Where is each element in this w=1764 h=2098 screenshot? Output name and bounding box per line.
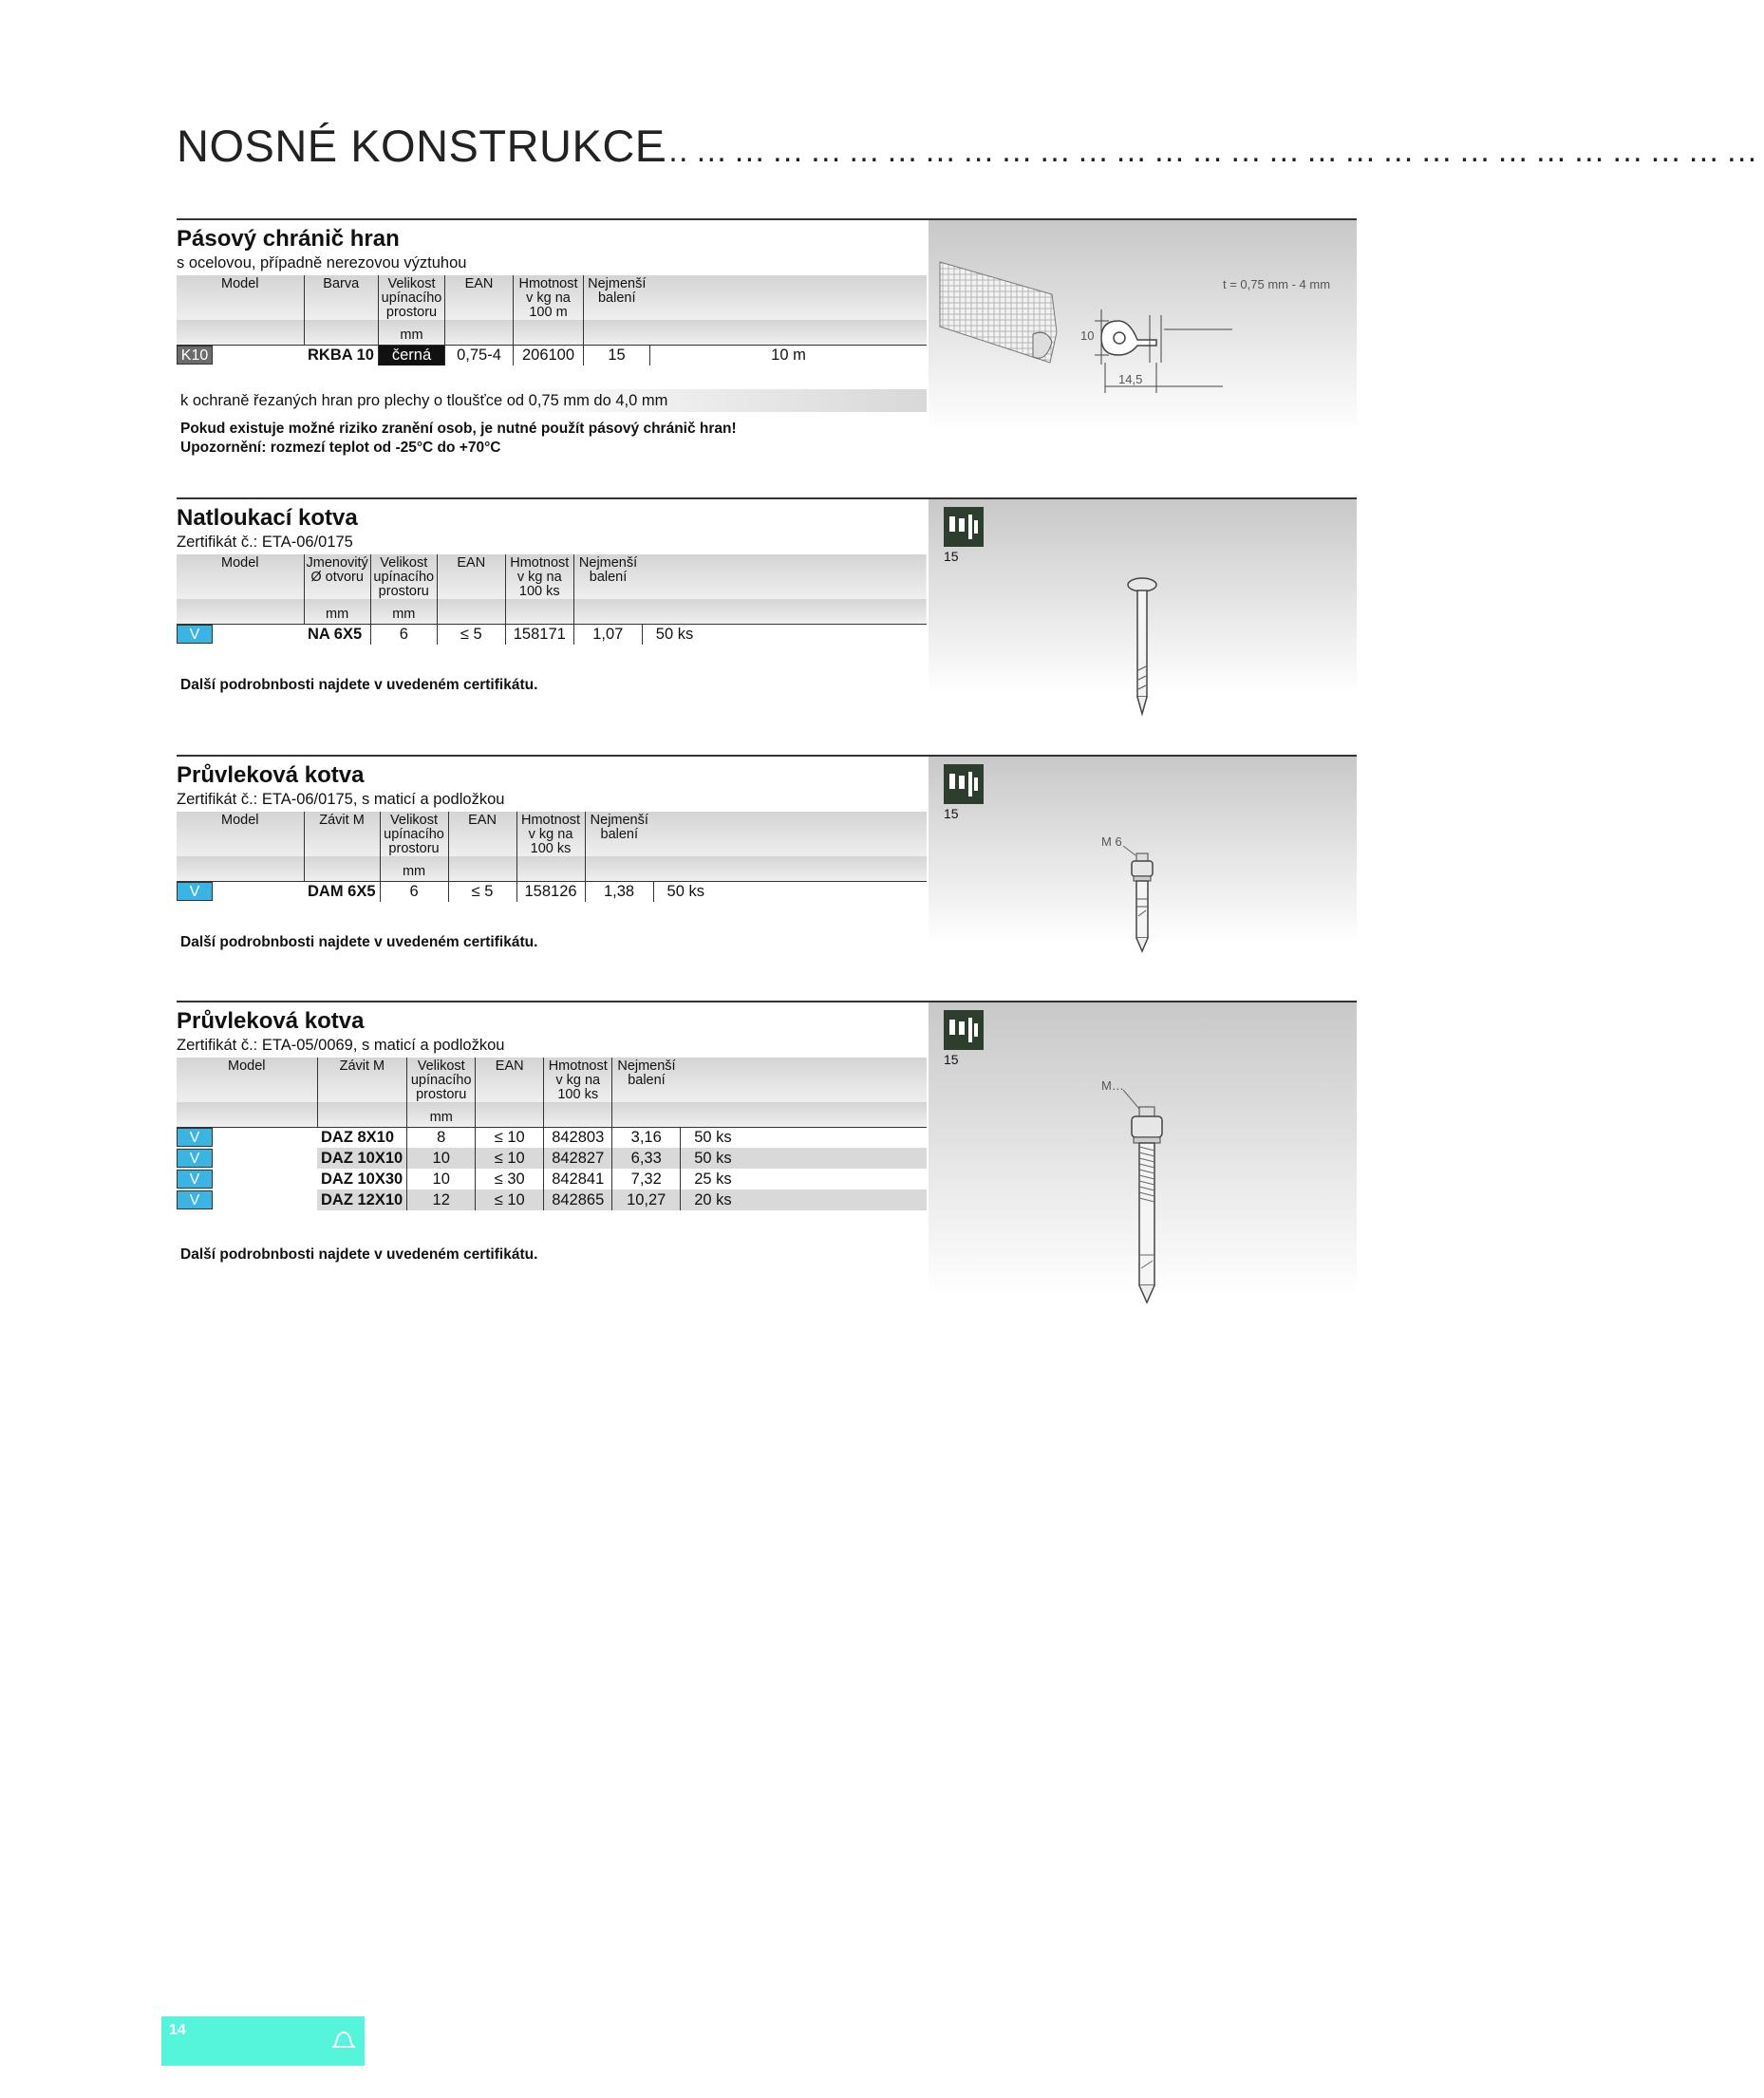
unit-size: mm (407, 1102, 476, 1127)
product-table (177, 275, 927, 365)
header-ean: EAN (476, 1058, 544, 1102)
ean-value: 842841 (544, 1169, 612, 1189)
ean-value: 206100 (514, 345, 584, 365)
product-code: V (177, 1190, 213, 1209)
section-title: Pásový chránič hran (177, 226, 400, 252)
section-subtitle: Zertifikát č.: ETA-06/0175, s maticí a podložkou (177, 791, 505, 808)
warning-temperature: Upozornění: rozmezí teplot od -25°C do +70°C (180, 440, 501, 456)
bell-icon (330, 2030, 357, 2051)
header-pack: Nejmenší balení (584, 275, 650, 320)
pack-value: 50 ks (681, 1148, 927, 1169)
page-title: NOSNÉ KONSTRUKCE (177, 121, 666, 171)
header-weight: Hmotnost v kg na 100 ks (505, 554, 573, 599)
section-edge-protector (177, 218, 1357, 467)
product-table (177, 554, 927, 645)
dim-thickness-label: t = 0,75 mm - 4 mm (1223, 277, 1331, 291)
thread-value: 8 (407, 1127, 476, 1148)
certificate-number: 15 (944, 806, 959, 821)
table-row (177, 881, 927, 902)
table-row (177, 345, 927, 365)
ean-value: 158171 (505, 624, 573, 645)
pack-value: 10 m (650, 345, 928, 365)
unit-diameter: mm (304, 599, 370, 624)
header-weight: Hmotnost v kg na 100 ks (516, 812, 585, 856)
model-name: DAZ 12X10 (317, 1189, 407, 1210)
header-ean: EAN (445, 275, 514, 320)
table-row (177, 624, 927, 645)
section-title: Natloukací kotva (177, 505, 358, 531)
header-color: Barva (304, 275, 379, 320)
header-model: Model (221, 555, 259, 571)
dim-height-label: 10 (1080, 328, 1095, 343)
header-weight: Hmotnost v kg na 100 ks (544, 1058, 612, 1102)
section-title: Průvleková kotva (177, 1008, 365, 1034)
color-value: černá (379, 345, 445, 365)
product-image-panel (929, 757, 1357, 977)
table-row (177, 1127, 927, 1148)
header-model: Model (228, 1058, 266, 1074)
weight-value: 1,07 (573, 624, 642, 645)
section-hammer-anchor (177, 497, 1357, 727)
section-through-bolt-dam (177, 755, 1357, 975)
hammer-anchor-drawing (929, 499, 1357, 729)
pack-value: 50 ks (681, 1127, 927, 1148)
unit-size: mm (380, 856, 448, 881)
size-value: ≤ 10 (476, 1127, 544, 1148)
certificate-number: 15 (944, 1052, 959, 1067)
header-pack: Nejmenší balení (585, 812, 653, 856)
size-value: ≤ 5 (437, 624, 505, 645)
size-value: ≤ 30 (476, 1169, 544, 1189)
footer-page-tab (161, 2016, 365, 2066)
title-dot-leader: …………………………………………………………………………… (657, 133, 1764, 169)
dim-width-label: 14,5 (1118, 372, 1143, 386)
size-value: ≤ 10 (476, 1148, 544, 1169)
table-row (177, 1169, 927, 1189)
header-model: Model (221, 813, 259, 828)
thread-value: 6 (380, 881, 448, 902)
header-size: Velikost upínacího prostoru (407, 1058, 476, 1102)
product-code: V (177, 1149, 213, 1168)
header-ean: EAN (437, 554, 505, 599)
certificate-note: Další podrobnbosti najdete v uvedeném certifikátu. (180, 677, 538, 693)
thread-label: M 6 (1101, 834, 1122, 849)
header-diameter: Jmenovitý Ø otvoru (304, 554, 370, 599)
ean-value: 842865 (544, 1189, 612, 1210)
product-image-panel (929, 1002, 1357, 1348)
warning-injury: Pokud existuje možné riziko zranění osob, je nutné použít pásový chránič hran! (180, 421, 737, 437)
thread-value: 10 (407, 1169, 476, 1189)
header-thread: Závit M (304, 812, 380, 856)
section-through-bolt-daz (177, 1001, 1357, 1346)
thread-value: 10 (407, 1148, 476, 1169)
product-code: K10 (177, 346, 213, 365)
product-table (177, 1058, 927, 1210)
weight-value: 6,33 (612, 1148, 681, 1169)
usage-note: k ochraně řezaných hran pro plechy o tloušťce od 0,75 mm do 4,0 mm (177, 389, 927, 412)
through-bolt-drawing (929, 757, 1357, 977)
certificate-note: Další podrobnbosti najdete v uvedeném certifikátu. (180, 1246, 538, 1263)
pack-value: 25 ks (681, 1169, 927, 1189)
thread-value: 12 (407, 1189, 476, 1210)
certificate-note: Další podrobnbosti najdete v uvedeném certifikátu. (180, 934, 538, 950)
ean-value: 842803 (544, 1127, 612, 1148)
pack-value: 50 ks (653, 881, 927, 902)
unit-size: mm (370, 599, 437, 624)
unit-size: mm (379, 320, 445, 345)
weight-value: 7,32 (612, 1169, 681, 1189)
ean-value: 842827 (544, 1148, 612, 1169)
weight-value: 1,38 (585, 881, 653, 902)
product-image-panel (929, 220, 1357, 469)
edge-protector-drawing (929, 220, 1357, 410)
model-name: DAZ 10X10 (317, 1148, 407, 1169)
section-subtitle: Zertifikát č.: ETA-06/0175 (177, 534, 353, 551)
model-name: DAZ 10X30 (321, 1170, 403, 1188)
header-size: Velikost upínacího prostoru (379, 275, 445, 320)
header-ean: EAN (448, 812, 516, 856)
section-subtitle: Zertifikát č.: ETA-05/0069, s maticí a podložkou (177, 1037, 505, 1054)
product-code: V (177, 882, 213, 901)
page-number: 14 (169, 2022, 186, 2038)
model-name: DAZ 8X10 (321, 1128, 395, 1146)
product-code: V (177, 1170, 213, 1189)
pack-value: 50 ks (642, 624, 927, 645)
header-pack: Nejmenší balení (573, 554, 642, 599)
size-value: 0,75-4 (445, 345, 514, 365)
header-thread: Závit M (317, 1058, 407, 1102)
header-model: Model (221, 276, 259, 291)
thread-label: M… (1101, 1078, 1124, 1093)
product-code: V (177, 1128, 213, 1147)
size-value: ≤ 5 (448, 881, 516, 902)
model-name: DAM 6X5 (308, 882, 376, 900)
weight-value: 3,16 (612, 1127, 681, 1148)
model-name: RKBA 10 (308, 346, 374, 364)
certificate-number: 15 (944, 549, 959, 564)
product-image-panel (929, 499, 1357, 729)
size-value: ≤ 10 (476, 1189, 544, 1210)
section-subtitle: s ocelovou, případně nerezovou výztuhou (177, 254, 467, 272)
model-name: NA 6X5 (308, 625, 363, 643)
section-title: Průvleková kotva (177, 762, 365, 788)
product-code: V (177, 625, 213, 644)
diameter-value: 6 (370, 624, 437, 645)
product-table (177, 812, 927, 902)
weight-value: 15 (584, 345, 650, 365)
pack-value: 20 ks (681, 1189, 927, 1210)
table-row (177, 1189, 927, 1210)
through-bolt-drawing (929, 1002, 1357, 1348)
header-size: Velikost upínacího prostoru (380, 812, 448, 856)
header-size: Velikost upínacího prostoru (370, 554, 437, 599)
table-row (177, 1148, 927, 1169)
header-weight: Hmotnost v kg na 100 m (514, 275, 584, 320)
ean-value: 158126 (516, 881, 585, 902)
header-pack: Nejmenší balení (612, 1058, 681, 1102)
weight-value: 10,27 (612, 1189, 681, 1210)
